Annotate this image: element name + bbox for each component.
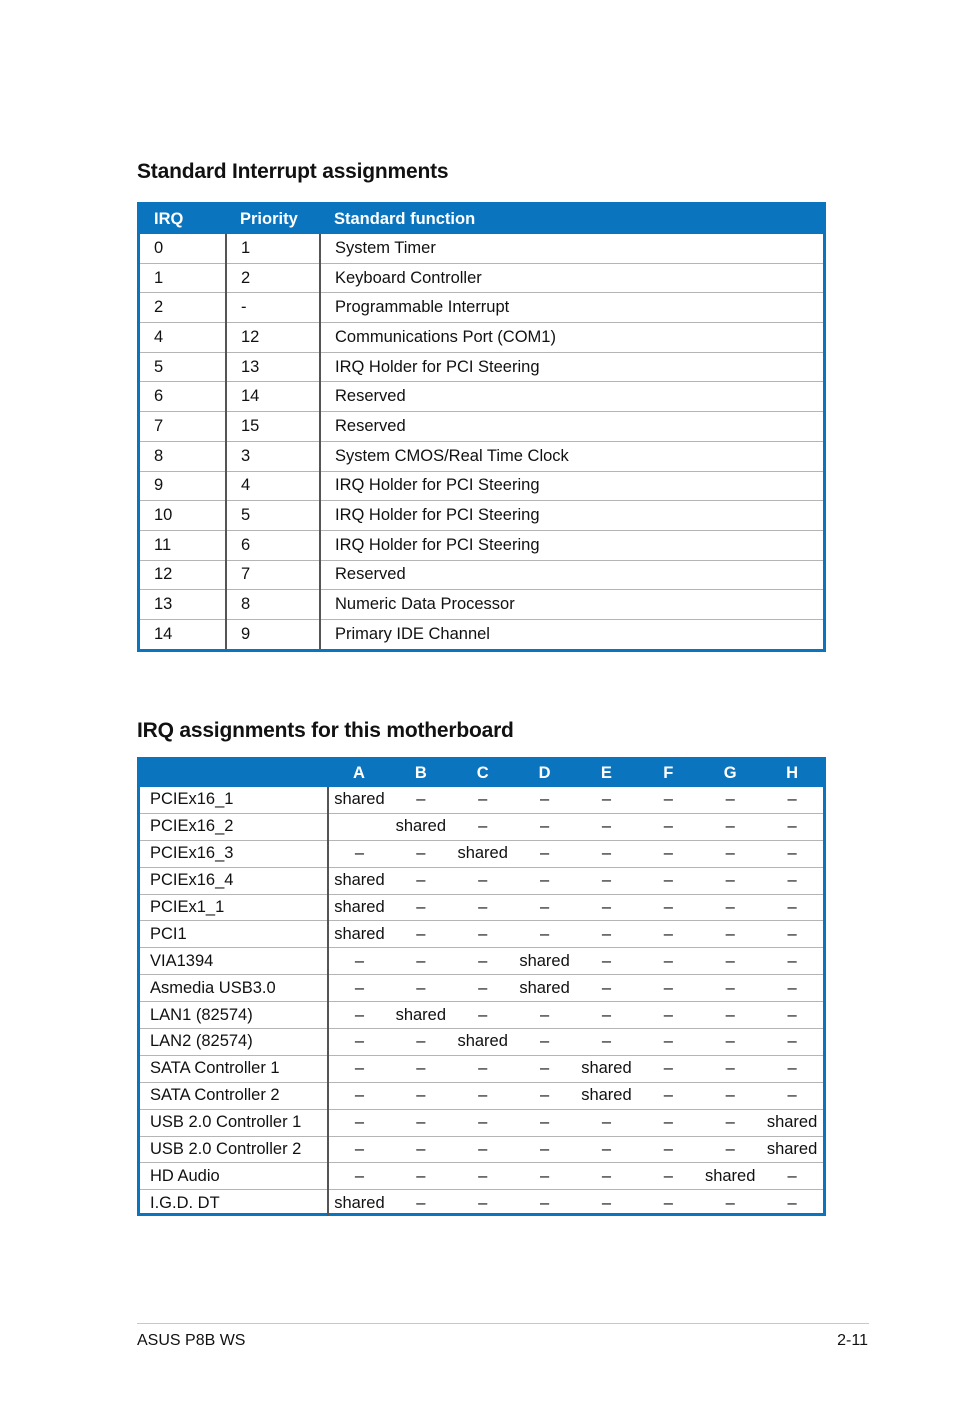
- table-row: [140, 1190, 823, 1216]
- function-cell: System Timer: [320, 234, 823, 263]
- column-header-priority: Priority: [226, 205, 320, 234]
- int-h-cell: –: [761, 787, 823, 813]
- int-h-cell: –: [761, 894, 823, 921]
- int-c-cell: –: [452, 787, 514, 813]
- int-c-cell: shared: [452, 840, 514, 867]
- int-d-cell: –: [514, 1002, 576, 1029]
- int-a-cell: –: [328, 1109, 390, 1136]
- function-cell: IRQ Holder for PCI Steering: [320, 530, 823, 560]
- table-row: [140, 560, 823, 590]
- device-name-cell: PCIEx16_2: [140, 813, 328, 840]
- priority-cell: 3: [226, 441, 320, 471]
- function-cell: Numeric Data Processor: [320, 590, 823, 620]
- table-row: [140, 921, 823, 948]
- device-name-cell: USB 2.0 Controller 1: [140, 1109, 328, 1136]
- device-name-cell: Asmedia USB3.0: [140, 975, 328, 1002]
- int-d-cell: shared: [514, 975, 576, 1002]
- int-h-cell: shared: [761, 1109, 823, 1136]
- int-e-cell: –: [576, 975, 638, 1002]
- irq-cell: 10: [140, 501, 226, 531]
- int-a-cell: –: [328, 1163, 390, 1190]
- function-cell: Communications Port (COM1): [320, 323, 823, 353]
- int-g-cell: –: [699, 921, 761, 948]
- int-f-cell: –: [637, 1055, 699, 1082]
- int-f-cell: –: [637, 1109, 699, 1136]
- int-d-cell: –: [514, 1163, 576, 1190]
- int-g-cell: –: [699, 1136, 761, 1163]
- function-cell: System CMOS/Real Time Clock: [320, 441, 823, 471]
- int-b-cell: –: [390, 1136, 452, 1163]
- irq-cell: 6: [140, 382, 226, 412]
- table-row: [140, 441, 823, 471]
- int-g-cell: –: [699, 894, 761, 921]
- int-d-cell: –: [514, 1029, 576, 1056]
- irq-cell: 2: [140, 293, 226, 323]
- column-header-int-c: C: [452, 760, 514, 787]
- int-c-cell: –: [452, 813, 514, 840]
- table-row: [140, 1002, 823, 1029]
- irq-cell: 9: [140, 471, 226, 501]
- int-g-cell: shared: [699, 1163, 761, 1190]
- int-d-cell: –: [514, 813, 576, 840]
- int-a-cell: –: [328, 1029, 390, 1056]
- int-e-cell: –: [576, 840, 638, 867]
- int-f-cell: –: [637, 921, 699, 948]
- int-d-cell: shared: [514, 948, 576, 975]
- int-b-cell: –: [390, 1029, 452, 1056]
- table-row: [140, 975, 823, 1002]
- int-c-cell: –: [478, 1193, 488, 1212]
- int-g-cell: –: [699, 813, 761, 840]
- table-row: [140, 501, 823, 531]
- int-g-cell: –: [725, 1193, 735, 1212]
- int-a-cell: shared: [328, 894, 390, 921]
- int-h-cell: –: [787, 1193, 797, 1212]
- int-e-cell: –: [576, 1136, 638, 1163]
- int-b-cell: –: [390, 948, 452, 975]
- int-g-cell: –: [699, 975, 761, 1002]
- int-a-cell: shared: [328, 921, 390, 948]
- int-h-cell: –: [761, 813, 823, 840]
- table-row: [140, 787, 823, 813]
- priority-cell: 2: [226, 263, 320, 293]
- table-row: [140, 1136, 823, 1163]
- int-g-cell: –: [699, 1055, 761, 1082]
- irq-cell: 4: [140, 323, 226, 353]
- device-name-cell: PCI1: [140, 921, 328, 948]
- irq-cell: 8: [140, 441, 226, 471]
- column-header-standard-function: Standard function: [320, 205, 823, 234]
- function-cell: Programmable Interrupt: [320, 293, 823, 323]
- irq-cell: 11: [140, 530, 226, 560]
- int-b-cell: –: [390, 867, 452, 894]
- table-row: [140, 263, 823, 293]
- priority-cell: 7: [226, 560, 320, 590]
- int-c-cell: –: [452, 1082, 514, 1109]
- priority-cell: 1: [226, 234, 320, 263]
- table-header-row: [140, 205, 823, 234]
- int-g-cell: –: [699, 1029, 761, 1056]
- irq-assignments-table: [140, 760, 823, 1216]
- function-cell: Reserved: [320, 560, 823, 590]
- table-row: [140, 234, 823, 263]
- int-d-cell: –: [514, 840, 576, 867]
- device-name-cell: HD Audio: [140, 1163, 328, 1190]
- int-e-cell: –: [576, 948, 638, 975]
- table-row: [140, 1082, 823, 1109]
- int-e-cell: shared: [576, 1082, 638, 1109]
- int-e-cell: –: [576, 921, 638, 948]
- int-g-cell: –: [699, 867, 761, 894]
- int-c-cell: –: [452, 921, 514, 948]
- int-f-cell: –: [637, 975, 699, 1002]
- int-b-cell: –: [390, 1082, 452, 1109]
- priority-cell: -: [226, 293, 320, 323]
- int-h-cell: –: [761, 921, 823, 948]
- device-name-cell: SATA Controller 2: [140, 1082, 328, 1109]
- device-name-cell: USB 2.0 Controller 2: [140, 1136, 328, 1163]
- int-c-cell: –: [452, 1109, 514, 1136]
- int-a-cell: –: [328, 1002, 390, 1029]
- function-cell: IRQ Holder for PCI Steering: [320, 471, 823, 501]
- priority-cell: 5: [226, 501, 320, 531]
- int-e-cell: shared: [576, 1055, 638, 1082]
- table-row: [140, 948, 823, 975]
- int-f-cell: –: [663, 1193, 673, 1212]
- int-h-cell: –: [761, 1002, 823, 1029]
- int-c-cell: –: [452, 948, 514, 975]
- int-a-cell: –: [328, 975, 390, 1002]
- table-row: [140, 323, 823, 353]
- standard-interrupt-table: [140, 205, 823, 649]
- int-c-cell: –: [452, 1055, 514, 1082]
- table-row: [140, 1163, 823, 1190]
- column-header-irq: IRQ: [140, 205, 226, 234]
- footer-product-name: ASUS P8B WS: [137, 1332, 246, 1349]
- function-cell: Primary IDE Channel: [320, 619, 823, 648]
- int-c-cell: –: [452, 975, 514, 1002]
- int-f-cell: –: [637, 867, 699, 894]
- table-row: [140, 867, 823, 894]
- int-h-cell: –: [761, 867, 823, 894]
- int-h-cell: –: [761, 1163, 823, 1190]
- int-b-cell: –: [390, 1163, 452, 1190]
- irq-cell: 7: [140, 412, 226, 442]
- priority-cell: 13: [226, 352, 320, 382]
- int-f-cell: –: [637, 1002, 699, 1029]
- int-d-cell: –: [514, 867, 576, 894]
- int-c-cell: –: [452, 1163, 514, 1190]
- device-name-cell: PCIEx16_3: [140, 840, 328, 867]
- table-row: [140, 894, 823, 921]
- table-row: [140, 619, 823, 648]
- int-c-cell: –: [452, 1002, 514, 1029]
- int-a-cell: [328, 813, 390, 840]
- int-a-cell: –: [328, 1055, 390, 1082]
- int-a-cell: shared: [328, 867, 390, 894]
- footer-divider: [137, 1323, 869, 1324]
- int-d-cell: –: [514, 1109, 576, 1136]
- function-cell: IRQ Holder for PCI Steering: [320, 501, 823, 531]
- footer-page-number: 2-11: [837, 1332, 868, 1349]
- int-e-cell: –: [576, 1163, 638, 1190]
- int-f-cell: –: [637, 1082, 699, 1109]
- table-row: [140, 530, 823, 560]
- standard-interrupt-heading: Standard Interrupt assignments: [137, 160, 449, 183]
- irq-cell: 1: [140, 263, 226, 293]
- column-header-int-b: B: [390, 760, 452, 787]
- column-header-int-h: H: [761, 760, 823, 787]
- int-h-cell: shared: [761, 1136, 823, 1163]
- irq-cell: 13: [140, 590, 226, 620]
- priority-cell: 8: [226, 590, 320, 620]
- irq-assignments-table-frame: [137, 757, 826, 1216]
- int-d-cell: –: [514, 787, 576, 813]
- int-h-cell: –: [761, 1029, 823, 1056]
- table-header-row: [140, 760, 823, 787]
- irq-cell: 12: [140, 560, 226, 590]
- table-row: [140, 352, 823, 382]
- int-c-cell: –: [452, 867, 514, 894]
- int-b-cell: –: [416, 1193, 426, 1212]
- irq-cell: 14: [154, 624, 173, 643]
- priority-cell: 15: [226, 412, 320, 442]
- int-h-cell: –: [761, 975, 823, 1002]
- device-name-cell: PCIEx1_1: [140, 894, 328, 921]
- int-c-cell: –: [452, 1136, 514, 1163]
- int-g-cell: –: [699, 840, 761, 867]
- int-a-cell: –: [328, 1136, 390, 1163]
- column-header-int-a: A: [328, 760, 390, 787]
- int-b-cell: –: [390, 975, 452, 1002]
- int-e-cell: –: [576, 867, 638, 894]
- int-g-cell: –: [699, 787, 761, 813]
- int-f-cell: –: [637, 1163, 699, 1190]
- function-cell: Reserved: [320, 412, 823, 442]
- table-row: [140, 840, 823, 867]
- int-f-cell: –: [637, 840, 699, 867]
- int-e-cell: –: [576, 1109, 638, 1136]
- priority-cell: 4: [226, 471, 320, 501]
- int-d-cell: –: [514, 894, 576, 921]
- int-a-cell: shared: [334, 1193, 385, 1212]
- int-b-cell: –: [390, 894, 452, 921]
- int-d-cell: –: [539, 1193, 550, 1212]
- int-a-cell: –: [328, 1082, 390, 1109]
- device-name-cell: PCIEx16_4: [140, 867, 328, 894]
- table-row: [140, 1029, 823, 1056]
- device-name-cell: LAN2 (82574): [140, 1029, 328, 1056]
- int-b-cell: –: [390, 787, 452, 813]
- device-name-cell: SATA Controller 1: [140, 1055, 328, 1082]
- table-row: [140, 293, 823, 323]
- table-row: [140, 412, 823, 442]
- priority-cell: 12: [226, 323, 320, 353]
- int-g-cell: –: [699, 1082, 761, 1109]
- int-a-cell: –: [328, 840, 390, 867]
- int-e-cell: –: [601, 1193, 612, 1212]
- table-row: [140, 590, 823, 620]
- int-e-cell: –: [576, 813, 638, 840]
- int-f-cell: –: [637, 1029, 699, 1056]
- int-f-cell: –: [637, 787, 699, 813]
- int-d-cell: –: [514, 1136, 576, 1163]
- standard-interrupt-table-frame: [137, 202, 826, 652]
- int-b-cell: –: [390, 1055, 452, 1082]
- device-name-cell: PCIEx16_1: [140, 787, 328, 813]
- column-header-int-f: F: [637, 760, 699, 787]
- column-header-device: [140, 760, 328, 787]
- int-d-cell: –: [514, 1082, 576, 1109]
- int-g-cell: –: [699, 948, 761, 975]
- function-cell: Keyboard Controller: [320, 263, 823, 293]
- int-h-cell: –: [761, 840, 823, 867]
- int-g-cell: –: [699, 1109, 761, 1136]
- int-b-cell: shared: [390, 813, 452, 840]
- table-row: [140, 1055, 823, 1082]
- int-h-cell: –: [761, 948, 823, 975]
- int-b-cell: shared: [390, 1002, 452, 1029]
- irq-assignments-heading: IRQ assignments for this motherboard: [137, 719, 514, 742]
- int-f-cell: –: [637, 948, 699, 975]
- int-e-cell: –: [576, 1002, 638, 1029]
- column-header-int-d: D: [514, 760, 576, 787]
- int-b-cell: –: [390, 921, 452, 948]
- int-d-cell: –: [514, 921, 576, 948]
- table-row: [140, 813, 823, 840]
- int-h-cell: –: [761, 1082, 823, 1109]
- int-e-cell: –: [576, 894, 638, 921]
- function-cell: Reserved: [320, 382, 823, 412]
- int-h-cell: –: [761, 1055, 823, 1082]
- table-row: [140, 1109, 823, 1136]
- irq-cell: 5: [140, 352, 226, 382]
- int-b-cell: –: [390, 1109, 452, 1136]
- device-name-cell: VIA1394: [140, 948, 328, 975]
- priority-cell: 6: [226, 530, 320, 560]
- int-a-cell: –: [328, 948, 390, 975]
- int-a-cell: shared: [328, 787, 390, 813]
- priority-cell: 9: [226, 619, 320, 648]
- device-name-cell: I.G.D. DT: [140, 1190, 328, 1216]
- int-f-cell: –: [637, 1136, 699, 1163]
- column-header-int-e: E: [576, 760, 638, 787]
- int-g-cell: –: [699, 1002, 761, 1029]
- table-row: [140, 382, 823, 412]
- int-f-cell: –: [637, 894, 699, 921]
- priority-cell: 14: [226, 382, 320, 412]
- function-cell: IRQ Holder for PCI Steering: [320, 352, 823, 382]
- int-c-cell: –: [452, 894, 514, 921]
- device-name-cell: LAN1 (82574): [140, 1002, 328, 1029]
- irq-cell: 0: [140, 234, 226, 263]
- int-f-cell: –: [637, 813, 699, 840]
- int-b-cell: –: [390, 840, 452, 867]
- int-c-cell: shared: [452, 1029, 514, 1056]
- column-header-int-g: G: [699, 760, 761, 787]
- int-e-cell: –: [576, 1029, 638, 1056]
- table-row: [140, 471, 823, 501]
- int-e-cell: –: [576, 787, 638, 813]
- int-d-cell: –: [514, 1055, 576, 1082]
